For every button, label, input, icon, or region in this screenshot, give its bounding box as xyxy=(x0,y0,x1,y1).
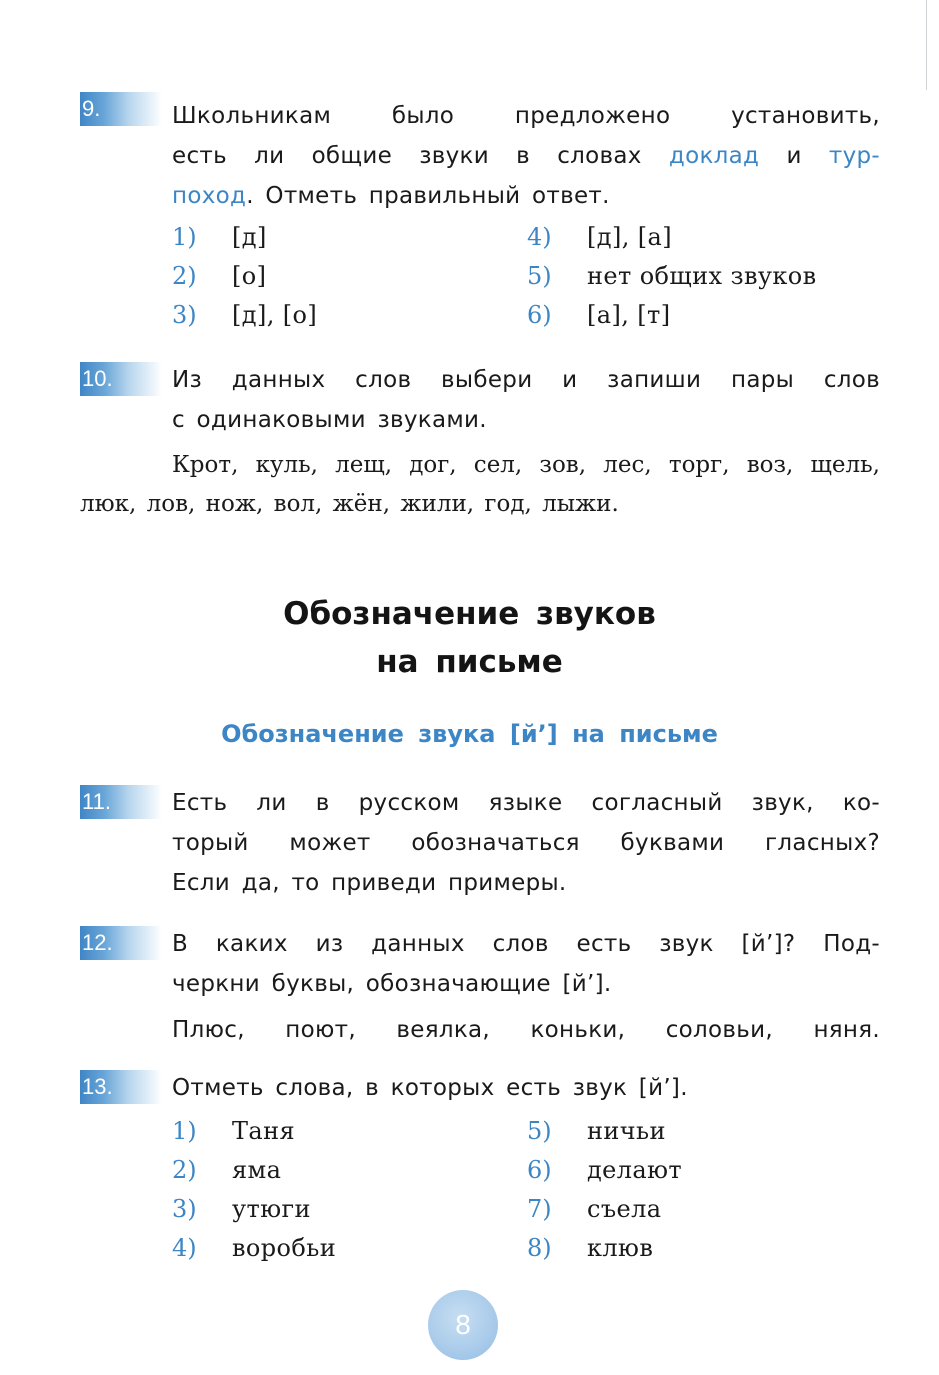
option-8[interactable] xyxy=(527,1229,887,1268)
option-text: [а], [т] xyxy=(587,301,671,329)
option-number: 4) xyxy=(172,1234,197,1262)
option-text: съела xyxy=(587,1195,662,1223)
highlighted-word: поход xyxy=(172,183,247,209)
task-number-badge: 13. xyxy=(80,1070,162,1104)
task-number-badge: 12. xyxy=(80,926,162,960)
option-number: 7) xyxy=(527,1195,552,1223)
task-number-badge: 10. xyxy=(80,362,162,396)
task-12-line-1: В каких из данных слов есть звук [й’]? Под- xyxy=(172,931,880,957)
task-body xyxy=(172,924,880,1050)
task-13-question: Отметь слова, в которых есть звук [й’]. xyxy=(172,1075,688,1101)
option-number: 6) xyxy=(527,1156,552,1184)
option-text: [о] xyxy=(232,262,267,290)
task-10-line-2: с одинаковыми звуками. xyxy=(172,407,487,433)
answer-options xyxy=(172,1112,880,1268)
option-number: 2) xyxy=(172,1156,197,1184)
option-number: 5) xyxy=(527,262,552,290)
option-number: 8) xyxy=(527,1234,552,1262)
highlighted-word: тур- xyxy=(828,143,880,169)
option-text: ничьи xyxy=(587,1117,666,1145)
option-text: утюги xyxy=(232,1195,311,1223)
task-body xyxy=(172,96,880,335)
option-5[interactable] xyxy=(527,257,887,296)
option-text: делают xyxy=(587,1156,683,1184)
task-9-line-3 xyxy=(172,176,880,216)
option-text: [д] xyxy=(232,223,267,251)
word-list: Плюс, поют, веялка, коньки, соловьи, няня. xyxy=(172,1017,880,1043)
option-text: яма xyxy=(232,1156,282,1184)
task-9-line-2 xyxy=(172,136,880,176)
task-11-line-1: Есть ли в русском языке согласный звук, ко- xyxy=(172,790,880,816)
option-number: 2) xyxy=(172,262,197,290)
option-3[interactable] xyxy=(172,1190,527,1229)
option-2[interactable] xyxy=(172,257,527,296)
option-4[interactable] xyxy=(527,218,887,257)
option-4[interactable] xyxy=(172,1229,527,1268)
option-7[interactable] xyxy=(527,1190,887,1229)
option-3[interactable] xyxy=(172,296,527,335)
task-9-line-1: Школьникам было предложено установить, xyxy=(172,103,880,129)
task-11-line-2: торый может обозначаться буквами гласных? xyxy=(172,830,880,856)
question-text: . Отметь правильный ответ. xyxy=(246,183,610,209)
option-number: 6) xyxy=(527,301,552,329)
task-body xyxy=(172,1068,880,1268)
option-text: Таня xyxy=(232,1117,296,1145)
option-text: клюв xyxy=(587,1234,654,1262)
task-body xyxy=(172,360,880,440)
highlighted-word: доклад xyxy=(668,143,760,169)
page-number-badge: 8 xyxy=(428,1290,498,1360)
option-1[interactable] xyxy=(172,218,527,257)
option-number: 5) xyxy=(527,1117,552,1145)
page-edge-line xyxy=(926,0,927,90)
answer-options xyxy=(172,218,880,335)
task-10 xyxy=(80,362,880,524)
task-12-line-2: черкни буквы, обозначающие [й’]. xyxy=(172,971,612,997)
option-5[interactable] xyxy=(527,1112,887,1151)
task-number-badge: 11. xyxy=(80,785,162,819)
option-number: 4) xyxy=(527,223,552,251)
task-10-line-1: Из данных слов выбери и запиши пары слов xyxy=(172,367,880,393)
task-11 xyxy=(80,785,880,903)
option-text: воробьи xyxy=(232,1234,337,1262)
option-text: нет общих звуков xyxy=(587,262,817,290)
task-12 xyxy=(80,926,880,1050)
option-number: 3) xyxy=(172,1195,197,1223)
word-list: Крот, куль, лещ, дог, сел, зов, лес, торг, воз, щель, люк, лов, нож, вол, жён, жили, год, лыжи. xyxy=(80,452,880,517)
section-title-line-2: на письме xyxy=(376,644,563,680)
option-number: 1) xyxy=(172,223,197,251)
option-number: 3) xyxy=(172,301,197,329)
task-9 xyxy=(80,92,880,335)
task-11-line-3: Если да, то приведи примеры. xyxy=(172,870,567,896)
question-text: и xyxy=(759,143,829,169)
option-6[interactable] xyxy=(527,1151,887,1190)
question-text: есть ли общие звуки в словах xyxy=(172,143,669,169)
section-subtitle: Обозначение звука [й’] на письме xyxy=(221,720,718,748)
option-text: [д], [а] xyxy=(587,223,672,251)
option-number: 1) xyxy=(172,1117,197,1145)
task-13 xyxy=(80,1070,880,1268)
option-text: [д], [о] xyxy=(232,301,318,329)
option-1[interactable] xyxy=(172,1112,527,1151)
option-2[interactable] xyxy=(172,1151,527,1190)
option-6[interactable] xyxy=(527,296,887,335)
task-number-badge: 9. xyxy=(80,92,162,126)
task-body xyxy=(172,783,880,903)
section-title-line-1: Обозначение звуков xyxy=(283,596,656,632)
